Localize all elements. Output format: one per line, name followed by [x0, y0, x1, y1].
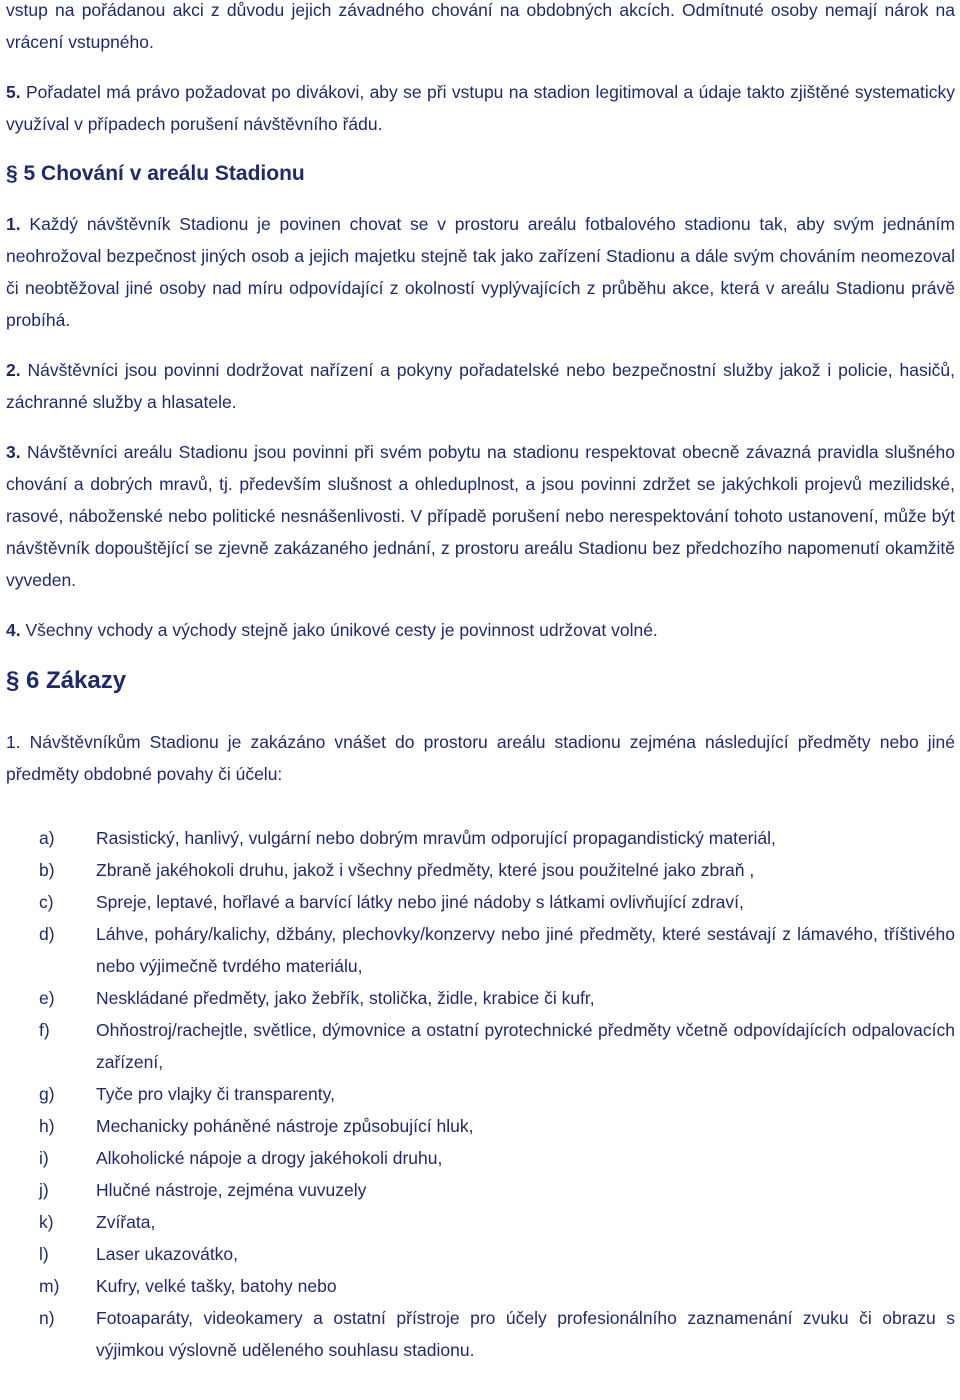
list-item [39, 1270, 955, 1302]
item-letter: i) [39, 1148, 49, 1168]
item-text: Tyče pro vlajky či transparenty, [96, 1084, 335, 1104]
paragraph-text: Každý návštěvník Stadionu je povinen chovat se v prostoru areálu fotbalového stadionu tak, aby svým jednáním neohrožoval bezpečnost jiných osob a jejich majetku stejně tak jako zařízení Stadionu a dále svým chováním neomezoval či neobtěžoval jiné osoby nad míru odpovídající z okolností vyplývajících z průběhu akce, která v areálu Stadionu právě probíhá. [6, 214, 955, 330]
item-letter: d) [39, 924, 55, 944]
paragraph-number: 5. [6, 82, 21, 102]
item-text: Mechanicky poháněné nástroje způsobující hluk, [96, 1116, 474, 1136]
paragraph-number: 1. [6, 214, 21, 234]
item-text: Zvířata, [96, 1212, 156, 1232]
list-item [39, 1302, 955, 1366]
item-text: Laser ukazovátko, [96, 1244, 239, 1264]
list-item [39, 1142, 955, 1174]
section5-paragraph-2 [6, 354, 955, 418]
item-text: Láhve, poháry/kalichy, džbány, plechovky/konzervy nebo jiné předměty, které sestávají z lámavého, tříštivého nebo výjimečně tvrdého materiálu, [96, 924, 955, 976]
item-letter: a) [39, 828, 55, 848]
item-letter: c) [39, 892, 54, 912]
section-heading-6: § 6 Zákazy [6, 667, 127, 694]
item-letter: l) [39, 1244, 49, 1264]
item-text: Alkoholické nápoje a drogy jakéhokoli druhu, [96, 1148, 443, 1168]
paragraph-text: Návštěvníci jsou povinni dodržovat nařízení a pokyny pořadatelské nebo bezpečnostní služby jakož i policie, hasičů, záchranné služby a hlasatele. [6, 360, 955, 412]
section5-paragraph-3 [6, 436, 955, 596]
item-letter: e) [39, 988, 55, 1008]
list-item [39, 918, 955, 982]
list-item [39, 982, 955, 1014]
list-item [39, 822, 955, 854]
section5-paragraph-4 [6, 614, 955, 646]
item-text: Rasistický, hanlivý, vulgární nebo dobrým mravům odporující propagandistický materiál, [96, 828, 776, 848]
list-item [39, 854, 955, 886]
paragraph-number: 2. [6, 360, 21, 380]
list-item [39, 1238, 955, 1270]
item-text: Kufry, velké tašky, batohy nebo [96, 1276, 337, 1296]
item-letter: j) [39, 1180, 49, 1200]
section5-paragraph-1 [6, 208, 955, 336]
list-item [39, 886, 955, 918]
document-page [6, 0, 955, 1366]
list-item [39, 1078, 955, 1110]
item-text: Neskládané předměty, jako žebřík, stolička, židle, krabice či kufr, [96, 988, 595, 1008]
paragraph-text: Návštěvníci areálu Stadionu jsou povinni při svém pobytu na stadionu respektovat obecně závazná pravidla slušného chování a dobrých mravů, tj. především slušnost a ohleduplnost, a jsou povinni zdržet se jakýchkoli projevů mezilidské, rasové, náboženské nebo politické nesnášenlivosti. V případě porušení nebo nerespektování tohoto ustanovení, může být návštěvník dopouštějící se zjevně zakázaného jednání, z prostoru areálu Stadionu bez předchozího napomenutí okamžitě vyveden. [6, 442, 955, 590]
item-letter: b) [39, 860, 55, 880]
list-item [39, 1110, 955, 1142]
item-letter: h) [39, 1116, 55, 1136]
section6-intro-paragraph: 1. Návštěvníkům Stadionu je zakázáno vnášet do prostoru areálu stadionu zejména následující předměty nebo jiné předměty obdobné povahy či účelu: [6, 732, 955, 784]
prohibited-items-list [6, 822, 955, 1366]
paragraph-5 [6, 76, 955, 140]
continuation-paragraph: vstup na pořádanou akci z důvodu jejich závadného chování na obdobných akcích. Odmítnuté osoby nemají nárok na vrácení vstupného. [6, 0, 955, 52]
item-letter: n) [39, 1308, 55, 1328]
paragraph-text: Pořadatel má právo požadovat po divákovi, aby se při vstupu na stadion legitimoval a údaje takto zjištěné systematicky využíval v případech porušení návštěvního řádu. [6, 82, 955, 134]
item-letter: f) [39, 1020, 50, 1040]
list-item [39, 1174, 955, 1206]
item-text: Ohňostroj/rachejtle, světlice, dýmovnice a ostatní pyrotechnické předměty včetně odpovídajících odpalovacích zařízení, [96, 1020, 955, 1072]
list-item [39, 1206, 955, 1238]
item-text: Zbraně jakéhokoli druhu, jakož i všechny předměty, které jsou použitelné jako zbraň , [96, 860, 755, 880]
list-item [39, 1014, 955, 1078]
paragraph-number: 3. [6, 442, 21, 462]
item-text: Fotoaparáty, videokamery a ostatní přístroje pro účely profesionálního zaznamenání zvuku či obrazu s výjimkou výslovně uděleného souhlasu stadionu. [96, 1308, 955, 1360]
item-text: Spreje, leptavé, hořlavé a barvící látky nebo jiné nádoby s látkami ovlivňující zdraví, [96, 892, 744, 912]
item-text: Hlučné nástroje, zejména vuvuzely [96, 1180, 367, 1200]
paragraph-text: Všechny vchody a východy stejně jako únikové cesty je povinnost udržovat volné. [25, 620, 658, 640]
item-letter: m) [39, 1276, 60, 1296]
item-letter: k) [39, 1212, 54, 1232]
section-heading-5: § 5 Chování v areálu Stadionu [6, 162, 305, 185]
item-letter: g) [39, 1084, 55, 1104]
paragraph-number: 4. [6, 620, 21, 640]
